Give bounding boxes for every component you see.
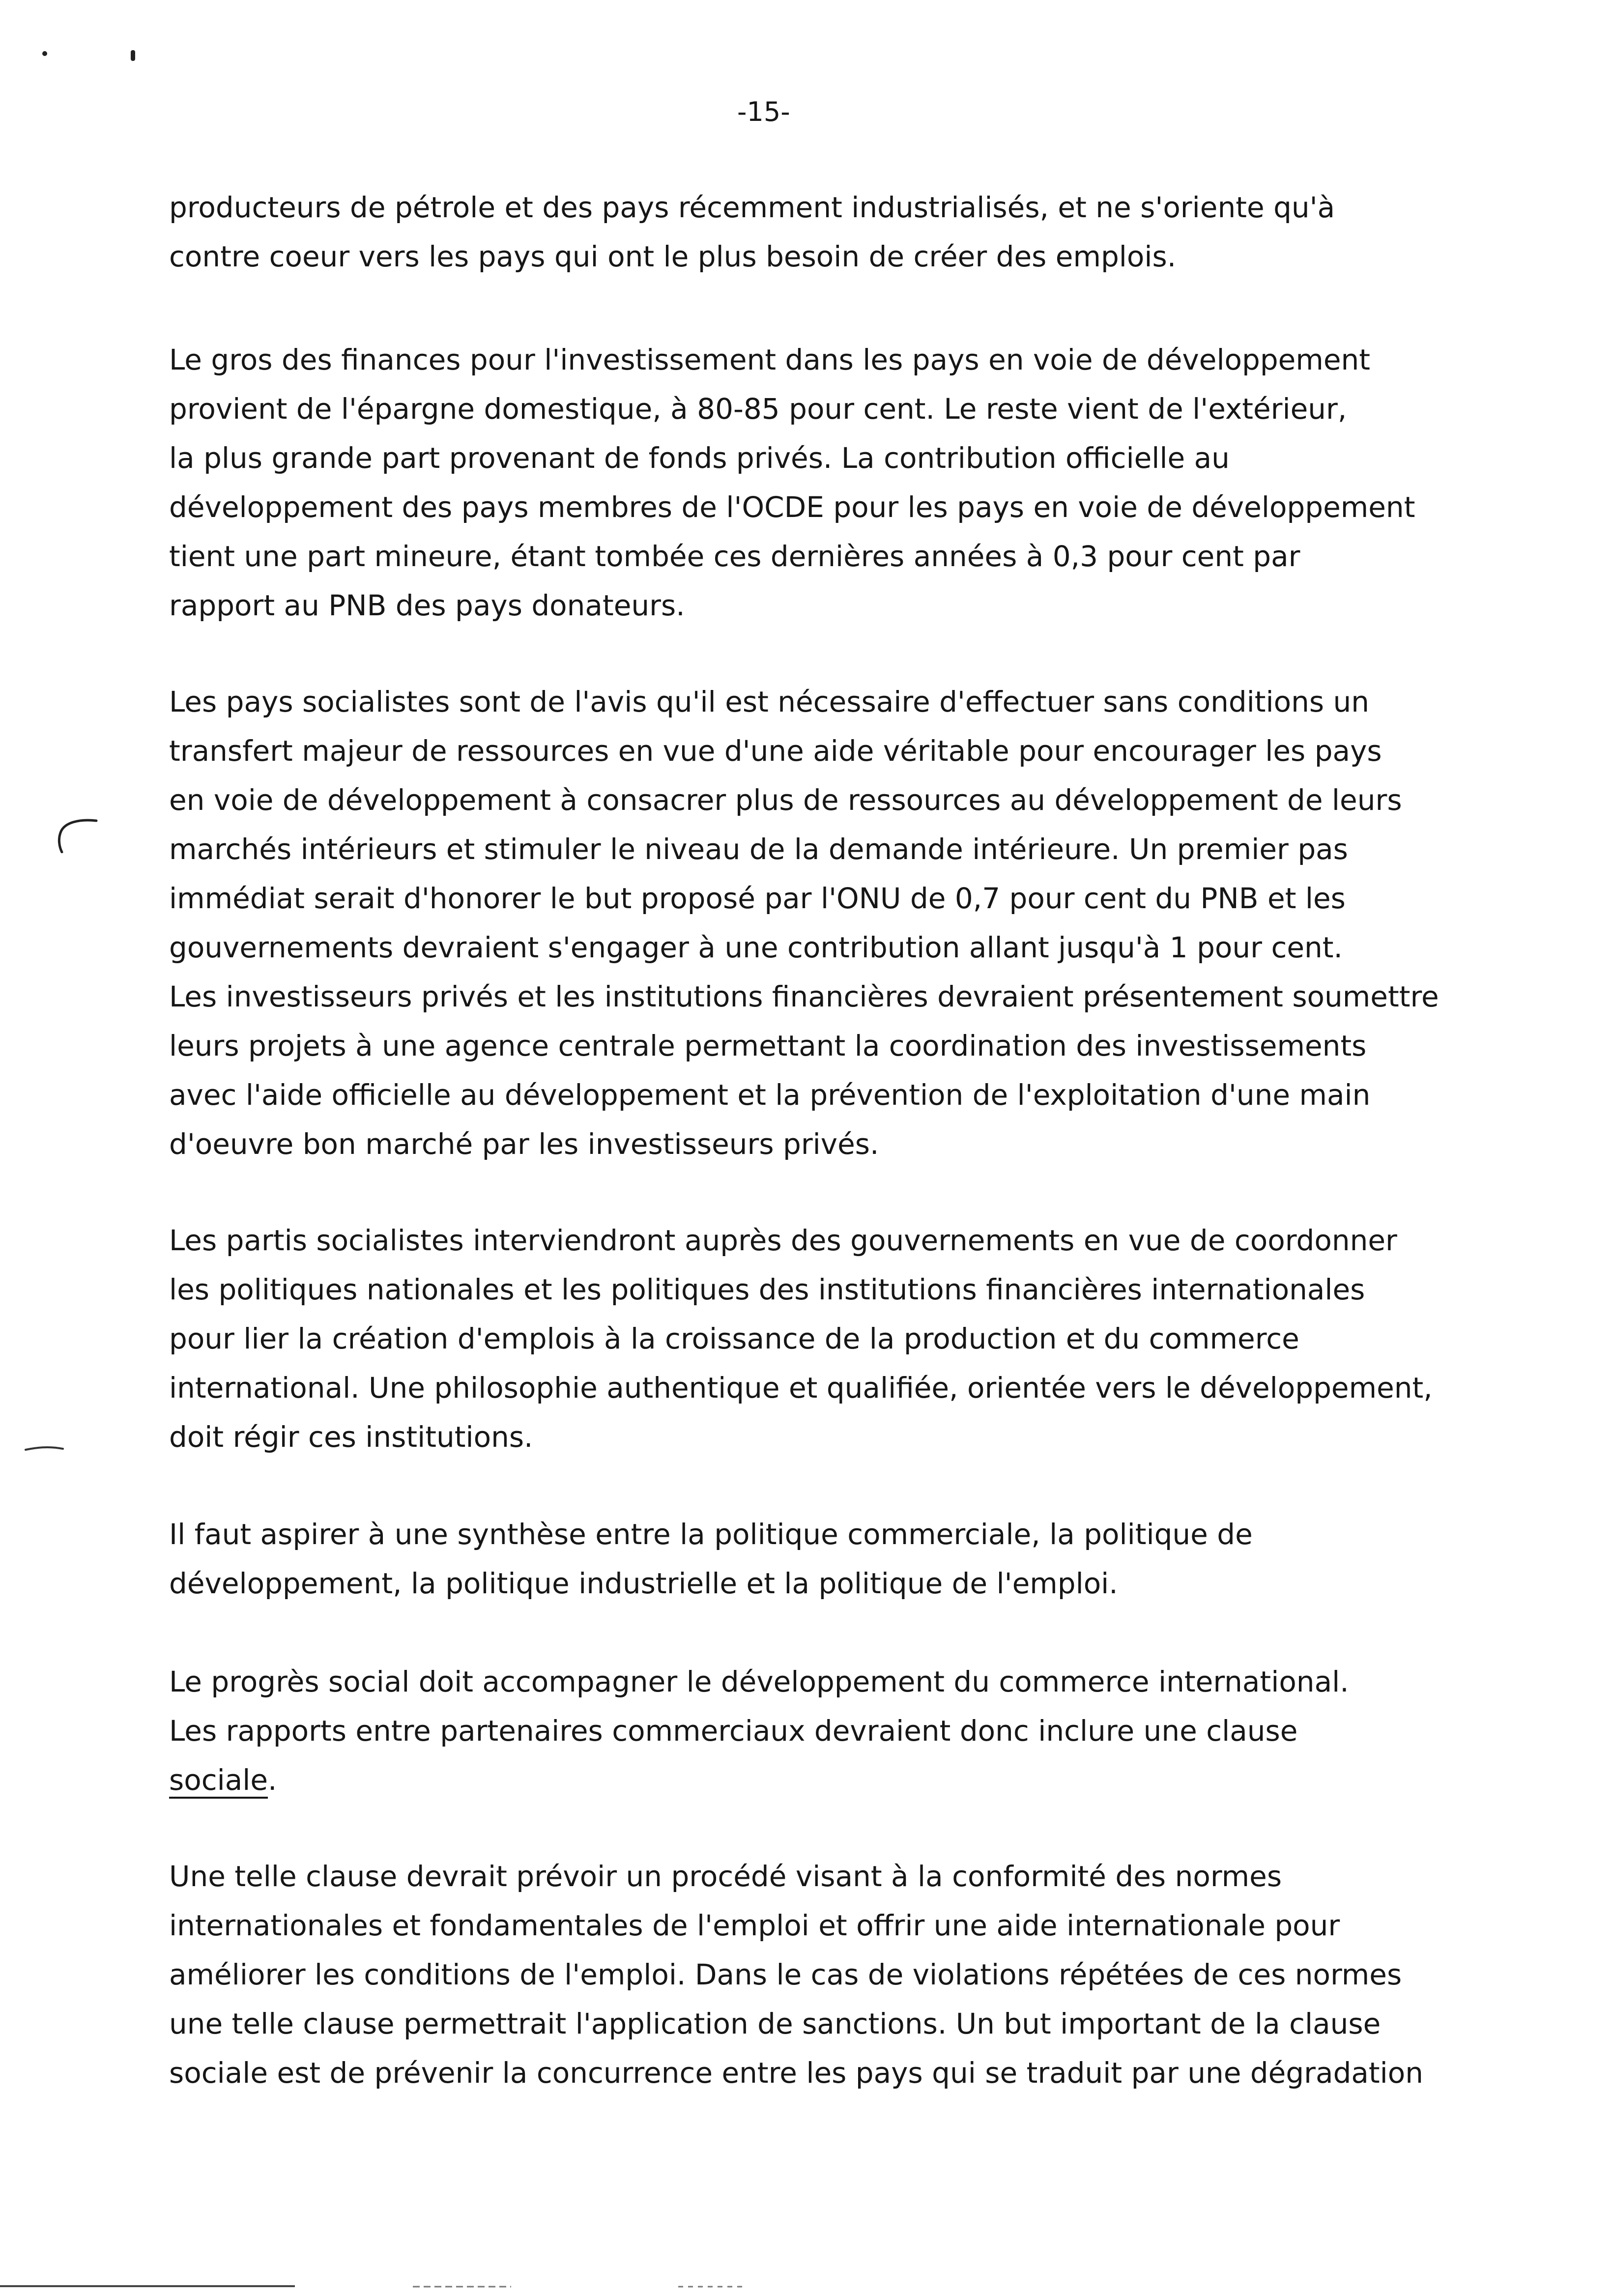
- text-line: en voie de développement à consacrer plus de ressources au développement de leurs: [169, 783, 1402, 817]
- margin-dash-mark: [24, 1442, 65, 1454]
- text-line: avec l'aide officielle au développement et la prévention de l'exploitation d'une main: [169, 1078, 1371, 1112]
- text-line: Les pays socialistes sont de l'avis qu'il est nécessaire d'effectuer sans conditions un: [169, 685, 1370, 718]
- underlined-word: sociale: [169, 1763, 268, 1797]
- text-line: tient une part mineure, étant tombée ces dernières années à 0,3 pour cent par: [169, 540, 1300, 573]
- text-line: doit régir ces institutions.: [169, 1420, 533, 1454]
- text-line: international. Une philosophie authentique et qualifiée, orientée vers le développement,: [169, 1371, 1433, 1405]
- text-line: provient de l'épargne domestique, à 80-85 pour cent. Le reste vient de l'extérieur,: [169, 392, 1347, 426]
- text-line: gouvernements devraient s'engager à une contribution allant jusqu'à 1 pour cent.: [169, 931, 1343, 964]
- text-line: Le progrès social doit accompagner le développement du commerce international.: [169, 1665, 1349, 1698]
- text-line: contre coeur vers les pays qui ont le plus besoin de créer des emplois.: [169, 240, 1177, 273]
- text-line: Une telle clause devrait prévoir un procédé visant à la conformité des normes: [169, 1860, 1282, 1893]
- text-line: pour lier la création d'emplois à la croissance de la production et du commerce: [169, 1322, 1299, 1355]
- text-line: développement des pays membres de l'OCDE pour les pays en voie de développement: [169, 490, 1415, 524]
- text-line: Les partis socialistes interviendront auprès des gouvernements en vue de coordonner: [169, 1224, 1397, 1257]
- text-line: marchés intérieurs et stimuler le niveau de la demande intérieure. Un premier pas: [169, 832, 1348, 866]
- text-line: transfert majeur de ressources en vue d'une aide véritable pour encourager les pays: [169, 734, 1382, 768]
- text-line: sociale est de prévenir la concurrence entre les pays qui se traduit par une dégradation: [169, 2056, 1424, 2090]
- paragraph-7: [169, 1852, 1584, 2097]
- text-line: Le gros des finances pour l'investissement dans les pays en voie de développement: [169, 343, 1371, 376]
- text-line: producteurs de pétrole et des pays récemment industrialisés, et ne s'oriente qu'à: [169, 191, 1335, 224]
- text-line: Les investisseurs privés et les institutions financières devraient présentement soumettre: [169, 980, 1439, 1013]
- scan-speck-mark: [42, 51, 47, 56]
- bottom-scan-rule: [0, 2283, 1612, 2290]
- page-number: -15-: [737, 96, 790, 127]
- text-line: [169, 1755, 1584, 1805]
- text-line: la plus grande part provenant de fonds privés. La contribution officielle au: [169, 441, 1230, 475]
- text-line: Il faut aspirer à une synthèse entre la politique commerciale, la politique de: [169, 1518, 1253, 1551]
- text-line: développement, la politique industrielle et la politique de l'emploi.: [169, 1567, 1118, 1600]
- text-line: une telle clause permettrait l'application de sanctions. Un but important de la clause: [169, 2007, 1381, 2040]
- scan-speck-mark: [131, 50, 135, 61]
- text-line: leurs projets à une agence centrale permettant la coordination des investissements: [169, 1029, 1367, 1062]
- paragraph-4: [169, 1216, 1584, 1462]
- text-line: immédiat serait d'honorer le but proposé par l'ONU de 0,7 pour cent du PNB et les: [169, 882, 1346, 915]
- paragraph-5: [169, 1510, 1584, 1608]
- text-line: les politiques nationales et les politiques des institutions financières internationales: [169, 1273, 1365, 1306]
- text-line: rapport au PNB des pays donateurs.: [169, 589, 685, 622]
- paragraph-2: [169, 335, 1584, 630]
- text-line: Les rapports entre partenaires commerciaux devraient donc inclure une clause: [169, 1714, 1298, 1748]
- paragraph-6: [169, 1657, 1584, 1805]
- sentence-end: .: [268, 1763, 277, 1797]
- paragraph-3: [169, 677, 1584, 1169]
- margin-bracket-mark: [54, 818, 98, 853]
- paragraph-1: [169, 183, 1584, 281]
- text-line: internationales et fondamentales de l'emploi et offrir une aide internationale pour: [169, 1909, 1340, 1942]
- text-line: améliorer les conditions de l'emploi. Dans le cas de violations répétées de ces normes: [169, 1958, 1402, 1991]
- text-line: d'oeuvre bon marché par les investisseurs privés.: [169, 1127, 879, 1161]
